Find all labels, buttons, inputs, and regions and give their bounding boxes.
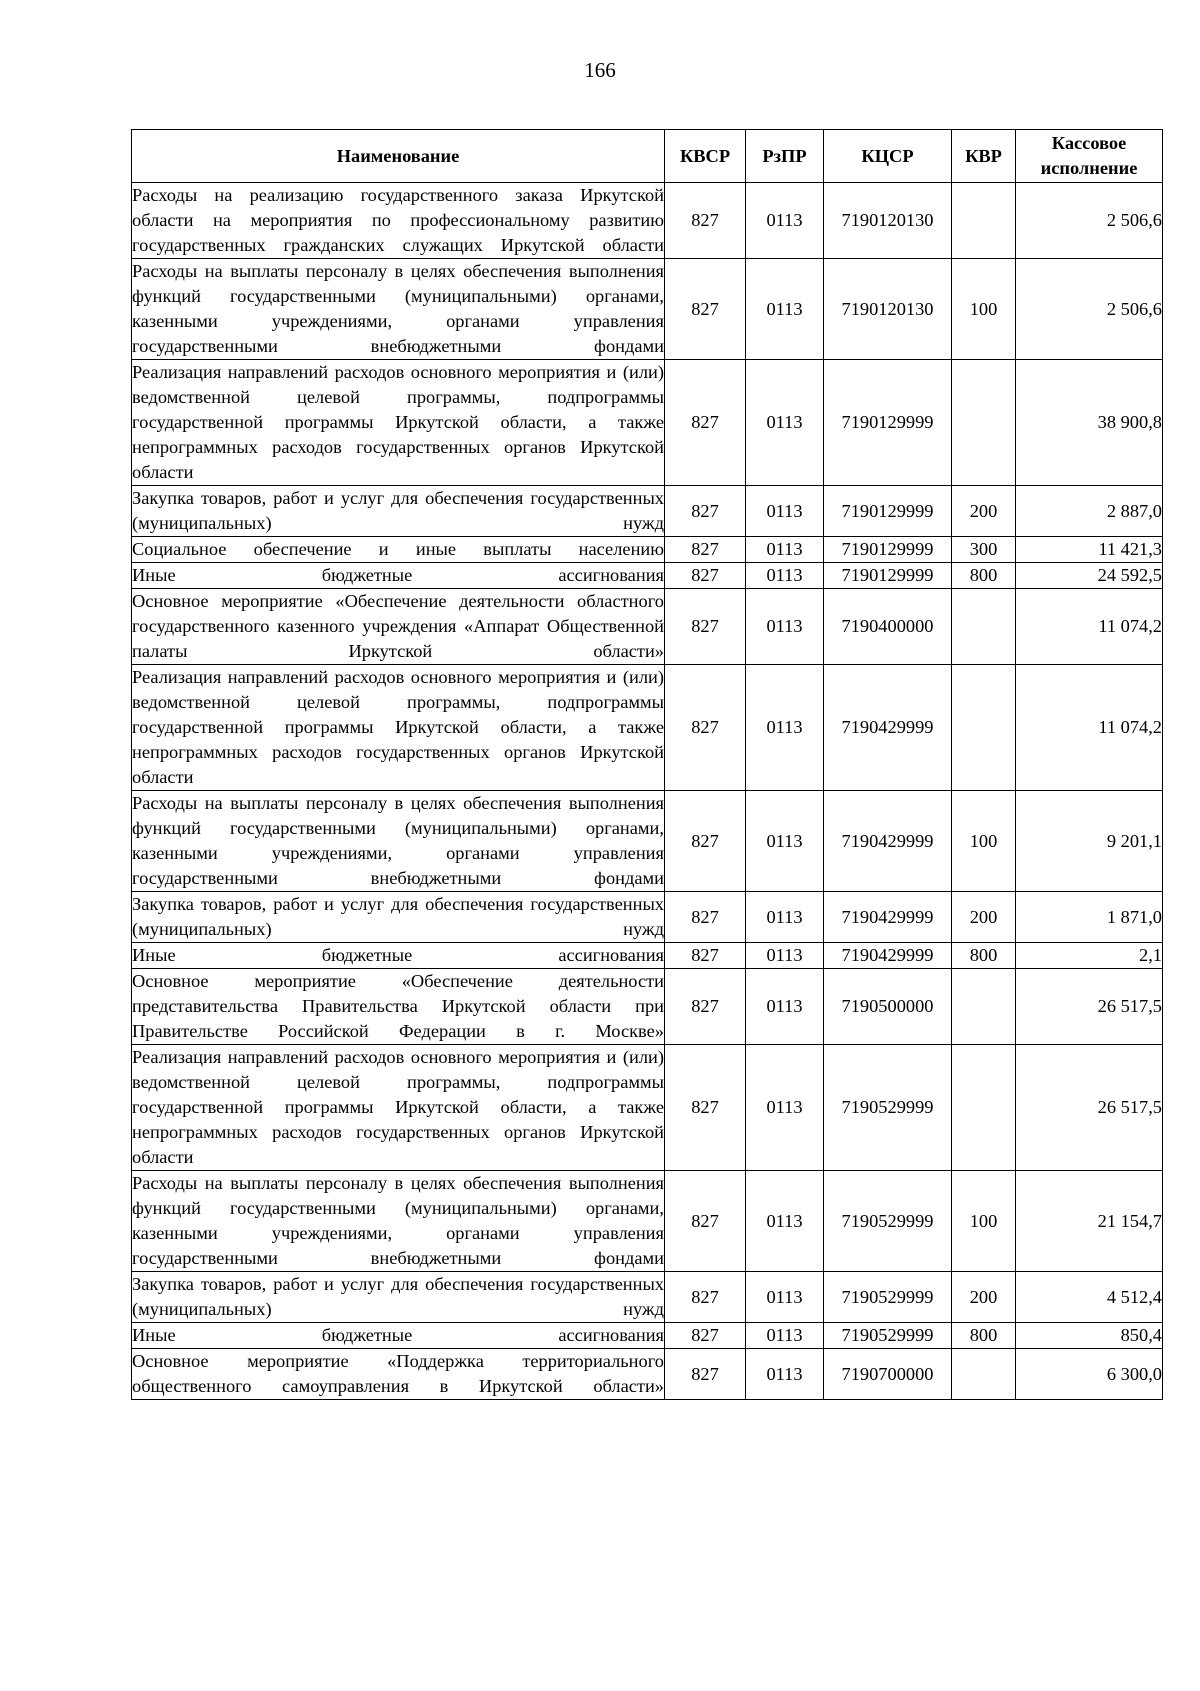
cell-name: Иные бюджетные ассигнования [132, 563, 665, 589]
cell-rzpr: 0113 [746, 486, 824, 537]
page-number: 166 [584, 58, 616, 82]
table-row [132, 486, 1163, 537]
cell-execution: 2 887,0 [1016, 486, 1163, 537]
table-row [132, 563, 1163, 589]
cell-name: Социальное обеспечение и иные выплаты населению [132, 537, 665, 563]
cell-kcsr: 7190120130 [824, 259, 952, 360]
cell-rzpr: 0113 [746, 665, 824, 791]
cell-kvsr: 827 [665, 360, 746, 486]
cell-kvsr: 827 [665, 537, 746, 563]
header-kvsr: КВСР [665, 130, 746, 183]
cell-kvsr: 827 [665, 183, 746, 259]
header-kcsr: КЦСР [824, 130, 952, 183]
cell-kvsr: 827 [665, 1323, 746, 1349]
cell-kvr [952, 1349, 1016, 1400]
cell-kcsr: 7190529999 [824, 1045, 952, 1171]
cell-kvr: 800 [952, 563, 1016, 589]
header-kvr: КВР [952, 130, 1016, 183]
cell-kcsr: 7190429999 [824, 943, 952, 969]
cell-kcsr: 7190529999 [824, 1272, 952, 1323]
cell-execution: 850,4 [1016, 1323, 1163, 1349]
cell-execution: 9 201,1 [1016, 791, 1163, 892]
cell-rzpr: 0113 [746, 1045, 824, 1171]
table-row [132, 665, 1163, 791]
budget-execution-table [131, 129, 1163, 1400]
header-execution: Кассовое исполнение [1016, 130, 1163, 183]
cell-execution: 11 421,3 [1016, 537, 1163, 563]
table-row [132, 537, 1163, 563]
cell-name: Закупка товаров, работ и услуг для обеспечения государственных (муниципальных) нужд [132, 892, 665, 943]
cell-kvr: 800 [952, 1323, 1016, 1349]
table-body [132, 183, 1163, 1400]
cell-kvsr: 827 [665, 1272, 746, 1323]
cell-kvr [952, 589, 1016, 665]
header-name: Наименование [132, 130, 665, 183]
cell-name: Закупка товаров, работ и услуг для обеспечения государственных (муниципальных) нужд [132, 1272, 665, 1323]
cell-kvsr: 827 [665, 943, 746, 969]
cell-kvr: 200 [952, 486, 1016, 537]
cell-kcsr: 7190529999 [824, 1171, 952, 1272]
cell-kvsr: 827 [665, 791, 746, 892]
cell-execution: 2 506,6 [1016, 183, 1163, 259]
table-row [132, 1272, 1163, 1323]
cell-name: Основное мероприятие «Поддержка территориального общественного самоуправления в Иркутской области» [132, 1349, 665, 1400]
cell-execution: 26 517,5 [1016, 969, 1163, 1045]
cell-name: Расходы на выплаты персоналу в целях обеспечения выполнения функций государственными (муниципальными) органами, казенными учреждениями, органами управления государственными внебюджетными фондами [132, 1171, 665, 1272]
cell-kvr [952, 1045, 1016, 1171]
cell-rzpr: 0113 [746, 537, 824, 563]
cell-kvr: 100 [952, 791, 1016, 892]
cell-name: Иные бюджетные ассигнования [132, 1323, 665, 1349]
cell-rzpr: 0113 [746, 892, 824, 943]
cell-name: Расходы на реализацию государственного заказа Иркутской области на мероприятия по профессиональному развитию государственных гражданских служащих Иркутской области [132, 183, 665, 259]
cell-kvr: 200 [952, 892, 1016, 943]
cell-rzpr: 0113 [746, 1272, 824, 1323]
cell-kcsr: 7190129999 [824, 486, 952, 537]
cell-rzpr: 0113 [746, 791, 824, 892]
cell-kcsr: 7190429999 [824, 892, 952, 943]
cell-rzpr: 0113 [746, 1171, 824, 1272]
table-row [132, 943, 1163, 969]
cell-kvsr: 827 [665, 486, 746, 537]
cell-kcsr: 7190700000 [824, 1349, 952, 1400]
cell-kcsr: 7190500000 [824, 969, 952, 1045]
table-row [132, 1349, 1163, 1400]
cell-kvsr: 827 [665, 563, 746, 589]
cell-kvr [952, 360, 1016, 486]
cell-execution: 6 300,0 [1016, 1349, 1163, 1400]
cell-kcsr: 7190429999 [824, 791, 952, 892]
cell-kcsr: 7190429999 [824, 665, 952, 791]
cell-rzpr: 0113 [746, 1323, 824, 1349]
table-row [132, 1171, 1163, 1272]
cell-kvr: 300 [952, 537, 1016, 563]
table-row [132, 969, 1163, 1045]
cell-kvsr: 827 [665, 969, 746, 1045]
cell-name: Основное мероприятие «Обеспечение деятельности областного государственного казенного учреждения «Аппарат Общественной палаты Иркутской области» [132, 589, 665, 665]
cell-execution: 4 512,4 [1016, 1272, 1163, 1323]
cell-rzpr: 0113 [746, 969, 824, 1045]
table-row [132, 360, 1163, 486]
cell-kvr [952, 665, 1016, 791]
cell-rzpr: 0113 [746, 259, 824, 360]
cell-execution: 2,1 [1016, 943, 1163, 969]
cell-name: Иные бюджетные ассигнования [132, 943, 665, 969]
cell-kvr: 100 [952, 1171, 1016, 1272]
cell-rzpr: 0113 [746, 943, 824, 969]
cell-execution: 21 154,7 [1016, 1171, 1163, 1272]
cell-kvsr: 827 [665, 665, 746, 791]
cell-kvsr: 827 [665, 259, 746, 360]
cell-kcsr: 7190400000 [824, 589, 952, 665]
cell-execution: 26 517,5 [1016, 1045, 1163, 1171]
cell-kcsr: 7190129999 [824, 563, 952, 589]
cell-execution: 11 074,2 [1016, 589, 1163, 665]
cell-kvr: 800 [952, 943, 1016, 969]
cell-kvr [952, 183, 1016, 259]
cell-kcsr: 7190120130 [824, 183, 952, 259]
table-row [132, 183, 1163, 259]
cell-rzpr: 0113 [746, 1349, 824, 1400]
cell-kcsr: 7190529999 [824, 1323, 952, 1349]
table-row [132, 589, 1163, 665]
table-row [132, 259, 1163, 360]
cell-kvr [952, 969, 1016, 1045]
table-row [132, 1323, 1163, 1349]
cell-name: Расходы на выплаты персоналу в целях обеспечения выполнения функций государственными (муниципальными) органами, казенными учреждениями, органами управления государственными внебюджетными фондами [132, 259, 665, 360]
cell-execution: 1 871,0 [1016, 892, 1163, 943]
table-row [132, 892, 1163, 943]
cell-kvsr: 827 [665, 892, 746, 943]
cell-kcsr: 7190129999 [824, 360, 952, 486]
header-rzpr: РзПР [746, 130, 824, 183]
cell-name: Реализация направлений расходов основного мероприятия и (или) ведомственной целевой программы, подпрограммы государственной программы Иркутской области, а также непрограммных расходов государственных органов Иркутской области [132, 1045, 665, 1171]
cell-rzpr: 0113 [746, 360, 824, 486]
cell-execution: 38 900,8 [1016, 360, 1163, 486]
table-row [132, 791, 1163, 892]
header-row [132, 130, 1163, 183]
cell-kvsr: 827 [665, 1349, 746, 1400]
cell-execution: 2 506,6 [1016, 259, 1163, 360]
cell-kvsr: 827 [665, 1171, 746, 1272]
table-header [132, 130, 1163, 183]
table-row [132, 1045, 1163, 1171]
cell-name: Основное мероприятие «Обеспечение деятельности представительства Правительства Иркутской области при Правительстве Российской Федерации в г. Москве» [132, 969, 665, 1045]
cell-name: Реализация направлений расходов основного мероприятия и (или) ведомственной целевой программы, подпрограммы государственной программы Иркутской области, а также непрограммных расходов государственных органов Иркутской области [132, 360, 665, 486]
cell-name: Закупка товаров, работ и услуг для обеспечения государственных (муниципальных) нужд [132, 486, 665, 537]
cell-kvr: 100 [952, 259, 1016, 360]
cell-rzpr: 0113 [746, 183, 824, 259]
cell-rzpr: 0113 [746, 589, 824, 665]
cell-kvsr: 827 [665, 1045, 746, 1171]
cell-kcsr: 7190129999 [824, 537, 952, 563]
cell-execution: 11 074,2 [1016, 665, 1163, 791]
cell-name: Реализация направлений расходов основного мероприятия и (или) ведомственной целевой программы, подпрограммы государственной программы Иркутской области, а также непрограммных расходов государственных органов Иркутской области [132, 665, 665, 791]
cell-kvsr: 827 [665, 589, 746, 665]
cell-name: Расходы на выплаты персоналу в целях обеспечения выполнения функций государственными (муниципальными) органами, казенными учреждениями, органами управления государственными внебюджетными фондами [132, 791, 665, 892]
cell-rzpr: 0113 [746, 563, 824, 589]
cell-kvr: 200 [952, 1272, 1016, 1323]
cell-execution: 24 592,5 [1016, 563, 1163, 589]
